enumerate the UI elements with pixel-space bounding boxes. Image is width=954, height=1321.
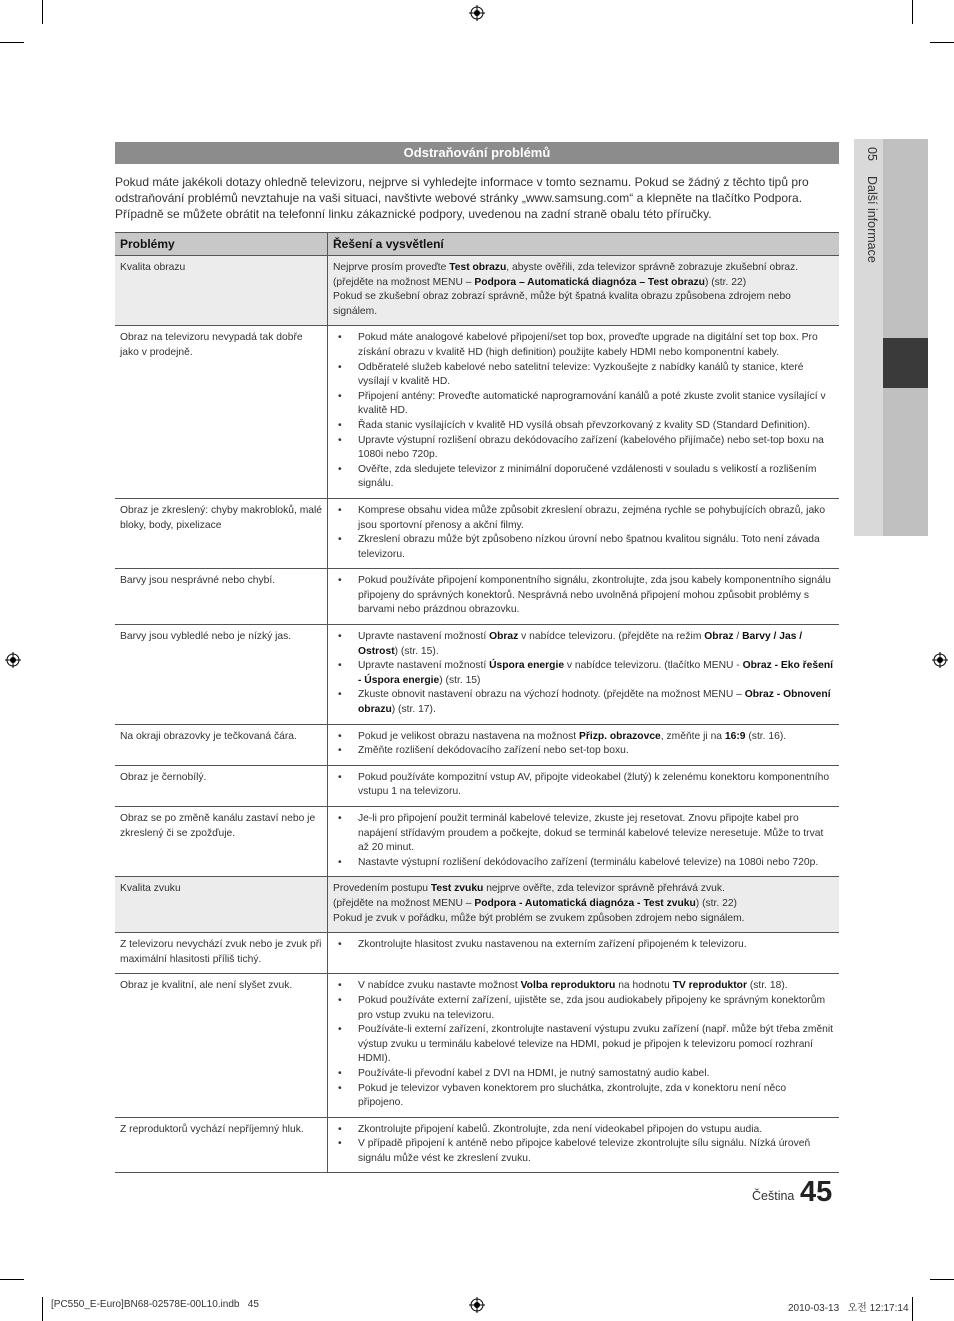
header-problems: Problémy xyxy=(115,233,328,256)
crop-mark xyxy=(0,1279,24,1280)
solution-list xyxy=(333,574,834,618)
solution-list xyxy=(333,730,834,759)
text-run: Nastavte výstupní rozlišení dekódovacího zařízení (terminálu kabelové televize) na 1080i nebo 720p. xyxy=(358,856,819,868)
list-item xyxy=(358,771,834,800)
emphasis-text: Obraz - Eko řešení - Úspora energie xyxy=(358,660,834,686)
solution-cell xyxy=(328,765,840,806)
text-run: Pokud používáte kompozitní vstup AV, připojte videokabel (žlutý) k zelenému konektoru komponentního vstupu 1 na televizoru. xyxy=(358,771,830,798)
crop-mark xyxy=(912,1297,913,1321)
solution-cell xyxy=(328,807,840,877)
solution-cell xyxy=(328,933,840,974)
text-run: Zkontrolujte hlasitost zvuku nastavenou na externím zařízení připojeném k televizoru. xyxy=(358,939,747,951)
list-item xyxy=(358,504,834,533)
solution-list xyxy=(333,331,834,492)
problem-cell: Obraz se po změně kanálu zastaví nebo je zkreslený či se zpožďuje. xyxy=(115,807,328,877)
list-item xyxy=(358,361,834,390)
text-run: Změňte rozlišení dekódovacího zařízení nebo set-top boxu. xyxy=(358,745,629,757)
text-run: Komprese obsahu videa může způsobit zkreslení obrazu, zejména rychle se pohybujících obrazů, jako jsou sportovní přenosy a akční filmy. xyxy=(358,504,826,531)
emphasis-text: Podpora - Automatická diagnóza - Test zvuku xyxy=(474,897,696,909)
problem-cell: Na okraji obrazovky je tečkovaná čára. xyxy=(115,724,328,765)
text-run: Zkuste obnovit nastavení obrazu na výchozí hodnoty. (přejděte na možnost MENU – xyxy=(358,689,745,701)
list-item xyxy=(358,688,834,717)
problem-cell: Z televizoru nevychází zvuk nebo je zvuk při maximální hlasitosti příliš tichý. xyxy=(115,933,328,974)
list-item xyxy=(358,1137,834,1166)
solution-cell xyxy=(328,498,840,568)
text-run: , změňte ji na xyxy=(660,730,725,742)
table-body xyxy=(115,256,839,1173)
solution-list xyxy=(333,938,834,953)
solution-list xyxy=(333,1123,834,1167)
crop-mark xyxy=(0,42,24,43)
table-row xyxy=(115,326,839,499)
list-item xyxy=(358,659,834,688)
text-run: Používáte-li převodní kabel z DVI na HDMI, je nutný samostatný audio kabel. xyxy=(358,1067,710,1079)
emphasis-text: Obraz xyxy=(489,631,519,643)
table-row xyxy=(115,807,839,877)
text-run: ) (str. 22) xyxy=(695,897,737,909)
text-run: Upravte nastavení možností xyxy=(358,631,490,643)
solution-cell xyxy=(328,625,840,725)
solution-list xyxy=(333,771,834,800)
list-item xyxy=(358,994,834,1023)
list-item xyxy=(358,744,834,759)
emphasis-text: Test zvuku xyxy=(430,883,484,895)
table-row xyxy=(115,933,839,974)
text-run: Zkreslení obrazu může být způsobeno nízkou úrovní nebo špatnou kvalitou signálu. Toto není závada televizoru. xyxy=(358,534,820,560)
chapter-title: Další informace xyxy=(865,176,879,264)
text-run: Je-li pro připojení použit terminál kabelové televize, zkuste jej resetovat. Znovu připojte kabel pro napájení střídavým proudem a počkejte, dokud se terminál kabelové televize neresetuje. Může to trvat až 20 minut. xyxy=(358,813,824,854)
print-slug-file: [PC550_E-Euro]BN68-02578E-00L10.indb 45 xyxy=(51,1299,259,1310)
list-item xyxy=(358,1082,834,1111)
table-row xyxy=(115,974,839,1117)
solution-cell xyxy=(328,1117,840,1173)
text-run: Provedením postupu xyxy=(333,883,431,895)
intro-paragraph: Pokud máte jakékoli dotazy ohledně televizoru, nejprve si vyhledejte informace v tomto seznamu. Pokud se žádný z těchto tipů pro odstraňování problémů nevztahuje na vaši situaci, navštivte webové stránky „www.samsung.com“ a klepněte na tlačítko Podpora. Případně se můžete obrátit na telefonní linku zákaznické podpory, uvedenou na zadní straně obalu této příručky. xyxy=(115,175,809,221)
list-item xyxy=(358,1067,834,1082)
page-number: 45 xyxy=(800,1176,833,1208)
list-item xyxy=(358,331,834,360)
text-run: / xyxy=(733,631,743,643)
text-run: (přejděte na možnost MENU – xyxy=(333,276,475,288)
header-solutions: Řešení a vysvětlení xyxy=(328,233,840,256)
registration-mark-icon xyxy=(469,5,485,21)
problem-cell: Barvy jsou nesprávné nebo chybí. xyxy=(115,569,328,625)
list-item xyxy=(358,630,834,659)
solution-cell xyxy=(328,877,840,933)
text-run: ) (str. 15) xyxy=(439,674,481,686)
text-run: ) (str. 15). xyxy=(394,645,439,657)
solution-cell xyxy=(328,256,840,326)
text-run: na hodnotu xyxy=(615,980,673,992)
emphasis-text: Přizp. obrazovce xyxy=(578,730,661,742)
text-run: Pokud používáte externí zařízení, ujistěte se, zda jsou audiokabely připojeny ke správným konektorům pro vstup zvuku na televizoru. xyxy=(358,994,826,1021)
table-header-row xyxy=(115,233,839,256)
text-run: Pokud je televizor vybaven konektorem pro sluchátka, zkontrolujte, zda v konektoru není něco připojeno. xyxy=(358,1082,787,1109)
list-item xyxy=(358,1123,834,1138)
table-row xyxy=(115,569,839,625)
emphasis-text: Barvy / Jas / Ostrost xyxy=(358,631,803,657)
table-row xyxy=(115,625,839,725)
list-item xyxy=(358,856,834,871)
emphasis-text: Test obrazu xyxy=(449,262,507,273)
solution-cell xyxy=(328,569,840,625)
text-run: Pokud máte analogové kabelové připojení/set top box, proveďte upgrade na digitální set top box. Pro získání obrazu v kvalitě HD (high definition) použijte kabely HDMI nebo komponentní kabely. xyxy=(358,332,818,358)
text-run: Používáte-li externí zařízení, zkontrolujte nastavení výstupu zvuku zařízení (např. může být třeba změnit výstup zvuku u terminálu kabelové televize na HDMI, pokud je připojen k televizoru pomocí rozhraní HDMI). xyxy=(358,1024,834,1065)
chapter-tab-marker xyxy=(883,338,928,388)
solution-cell xyxy=(328,974,840,1117)
solution-list xyxy=(333,812,834,870)
problem-cell: Obraz je černobílý. xyxy=(115,765,328,806)
list-item xyxy=(358,463,834,492)
text-run: (přejděte na možnost MENU – xyxy=(333,897,475,909)
text-run: Upravte výstupní rozlišení obrazu dekódovacího zařízení (kabelového přijímače) nebo set-top boxu na 1080i nebo 720p. xyxy=(358,434,824,461)
table-row xyxy=(115,498,839,568)
table-row xyxy=(115,877,839,933)
emphasis-text: Obraz xyxy=(704,631,734,643)
list-item xyxy=(358,390,834,419)
text-run: Pokud je zvuk v pořádku, může být problém se zvukem způsoben zdrojem nebo signálem. xyxy=(333,912,745,924)
solution-list xyxy=(333,979,834,1110)
text-run: Pokud je velikost obrazu nastavena na možnost xyxy=(358,730,579,742)
list-item xyxy=(358,938,834,953)
text-run: (str. 18). xyxy=(746,980,788,992)
crop-mark xyxy=(42,1297,43,1321)
emphasis-text: Volba reproduktoru xyxy=(520,980,616,992)
problem-cell: Obraz je kvalitní, ale není slyšet zvuk. xyxy=(115,974,328,1117)
solution-cell xyxy=(328,724,840,765)
text-run: (str. 16). xyxy=(745,730,787,742)
text-run: nejprve ověřte, zda televizor správně přehrává zvuk. xyxy=(483,883,725,895)
text-run: Zkontrolujte připojení kabelů. Zkontrolujte, zda není videokabel připojen do vstupu audia. xyxy=(358,1123,763,1135)
problem-cell: Obraz je zkreslený: chyby makrobloků, malé bloky, body, pixelizace xyxy=(115,498,328,568)
crop-mark xyxy=(930,1279,954,1280)
text-run: Připojení antény: Proveďte automatické naprogramování kanálů a poté zkuste zvolit stanice vysílající v kvalitě HD. xyxy=(358,390,826,417)
list-item xyxy=(358,730,834,745)
chapter-label xyxy=(855,147,879,347)
footer-language: Čeština xyxy=(752,1189,795,1203)
problem-cell: Barvy jsou vybledlé nebo je nízký jas. xyxy=(115,625,328,725)
emphasis-text: TV reproduktor xyxy=(672,980,747,992)
print-slug-date: 2010-03-13 오전 12:17:14 xyxy=(788,1303,909,1314)
emphasis-text: Úspora energie xyxy=(489,660,565,672)
crop-mark xyxy=(42,0,43,24)
table-row xyxy=(115,724,839,765)
text-run: Nejprve prosím proveďte xyxy=(333,262,450,273)
crop-mark xyxy=(912,0,913,24)
table-row xyxy=(115,1117,839,1173)
text-run: Pokud se zkušební obraz zobrazí správně, může být špatná kvalita obrazu způsobena zdrojem nebo signálem. xyxy=(333,291,791,317)
troubleshooting-table xyxy=(115,232,839,1173)
list-item xyxy=(358,574,834,618)
text-run: Odběratelé služeb kabelové nebo satelitní televize: Vyzkoušejte z nabídky kanálů ty stanice, které vysílají v kvalitě HD. xyxy=(358,361,804,388)
text-run: , abyste ověřili, zda televizor správně zobrazuje zkušební obraz. xyxy=(506,262,799,273)
text-run: V nabídce zvuku nastavte možnost xyxy=(358,980,521,992)
text-run: Upravte nastavení možností xyxy=(358,660,490,672)
solution-list xyxy=(333,504,834,562)
text-run: v nabídce televizoru. (přejděte na režim xyxy=(518,631,705,643)
crop-mark xyxy=(930,42,954,43)
table-row xyxy=(115,256,839,326)
list-item xyxy=(358,533,834,562)
text-run: V případě připojení k anténě nebo připojce kabelové televize zkontrolujte sílu signálu. Nízká úroveň signálu může vést ke zkreslení zvuku. xyxy=(358,1138,811,1164)
chapter-number: 05 xyxy=(865,147,879,161)
emphasis-text: 16:9 xyxy=(724,730,746,742)
text-run: Řada stanic vysílajících v kvalitě HD vysílá obsah převzorkovaný z kvality SD (Standard Definition). xyxy=(358,419,811,431)
emphasis-text: Podpora – Automatická diagnóza – Test obrazu xyxy=(474,276,705,288)
list-item xyxy=(358,1023,834,1067)
text-run: ) (str. 22) xyxy=(704,276,747,288)
text-run: Ověřte, zda sledujete televizor z minimální doporučené vzdálenosti v souladu s velikostí a rozlišením signálu. xyxy=(358,463,817,490)
text-run: Pokud používáte připojení komponentního signálu, zkontrolujte, zda jsou kabely komponentního signálu připojeny do správných konektorů. Nesprávná nebo uvolněná připojení mohou způsobit problémy s barvami nebo prázdnou obrazovku. xyxy=(358,575,831,616)
list-item xyxy=(358,434,834,463)
list-item xyxy=(358,979,834,994)
solution-cell xyxy=(328,326,840,499)
registration-mark-icon xyxy=(932,652,948,668)
list-item xyxy=(358,812,834,856)
problem-cell: Kvalita zvuku xyxy=(115,877,328,933)
text-run: ) (str. 17). xyxy=(391,704,436,716)
text-run: v nabídce televizoru. (tlačítko MENU - xyxy=(564,660,743,672)
problem-cell: Obraz na televizoru nevypadá tak dobře jako v prodejně. xyxy=(115,326,328,499)
table-row xyxy=(115,765,839,806)
registration-mark-icon xyxy=(469,1297,485,1313)
solution-list xyxy=(333,630,834,718)
emphasis-text: Obraz - Obnovení obrazu xyxy=(358,689,831,716)
problem-cell: Kvalita obrazu xyxy=(115,256,328,326)
section-title: Odstraňování problémů xyxy=(115,142,839,164)
list-item xyxy=(358,419,834,434)
registration-mark-icon xyxy=(5,652,21,668)
problem-cell: Z reproduktorů vychází nepříjemný hluk. xyxy=(115,1117,328,1173)
